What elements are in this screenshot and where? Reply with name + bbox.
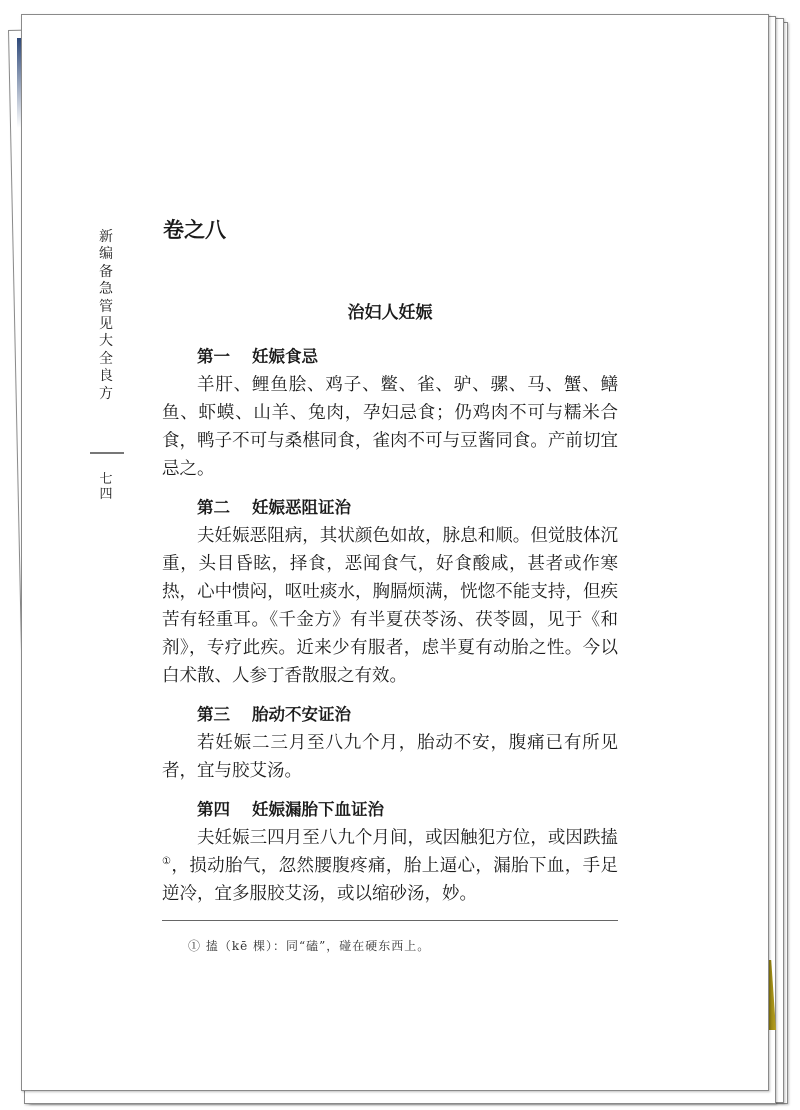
paragraph: 羊肝、鲤鱼脍、鸡子、鳖、雀、驴、骡、马、蟹、鳝鱼、虾蟆、山羊、兔肉，孕妇忌食；仍鸡肉不可与糯米合食，鸭子不可与桑椹同食，雀肉不可与豆酱同食。产前切宜忌之。 [162,375,618,479]
char: 备 [99,263,113,280]
char: 良 [99,368,113,385]
body-text [162,343,618,908]
section-number: 第一 [197,347,230,366]
volume-title: 卷之八 [163,218,226,242]
section-number: 第二 [197,498,230,517]
section-number: 第三 [197,705,230,724]
section-title: 妊娠漏胎下血证治 [252,800,384,819]
footnote: ① 搕（kē 棵）：同“磕”，碰在硬东西上。 [188,939,431,953]
char: 四 [99,487,113,502]
char: 全 [99,350,113,367]
char: 急 [99,281,113,298]
footnote-reference[interactable]: ① [162,856,172,868]
running-head-book-title [96,229,116,403]
char: 新 [99,229,113,245]
section-heading [162,796,618,824]
page-number [96,472,116,502]
char: 编 [99,246,113,263]
char: 管 [99,298,113,315]
paragraph [162,824,618,908]
paragraph: 若妊娠二三月至八九个月，胎动不安，腹痛已有所见者，宜与胶艾汤。 [162,733,618,781]
char: 七 [99,472,113,487]
char: 见 [99,316,113,333]
section-number: 第四 [197,800,230,819]
char: 方 [99,385,113,402]
section-heading [162,343,618,371]
char: 大 [99,333,113,350]
section-title: 妊娠恶阻证治 [252,498,351,517]
section-heading [162,701,618,729]
footnote-divider [162,920,618,921]
running-head-divider [90,452,124,454]
section-title: 妊娠食忌 [252,347,318,366]
section-title: 胎动不安证治 [252,705,351,724]
text: 夫妊娠三四月至八九个月间，或因触犯方位，或因跌搕 [197,828,618,848]
text: ，损动胎气，忽然腰腹疼痛，胎上逼心，漏胎下血，手足逆冷，宜多服胶艾汤，或以缩砂汤，妙。 [162,856,619,904]
section-heading [162,494,618,522]
paragraph: 夫妊娠恶阻病，其状颜色如故，脉息和顺。但觉肢体沉重，头目昏眩，择食，恶闻食气，好食酸咸，甚者或作寒热，心中愦闷，呕吐痰水，胸膈烦满，恍惚不能支持，但疾苦有轻重耳。《千金方》有半夏茯苓汤、茯苓圆，见于《和剂》，专疗此疾。近来少有服者，虑半夏有动胎之性。今以白术散、人参丁香散服之有效。 [162,526,618,686]
chapter-title: 治妇人妊娠 [347,303,433,323]
